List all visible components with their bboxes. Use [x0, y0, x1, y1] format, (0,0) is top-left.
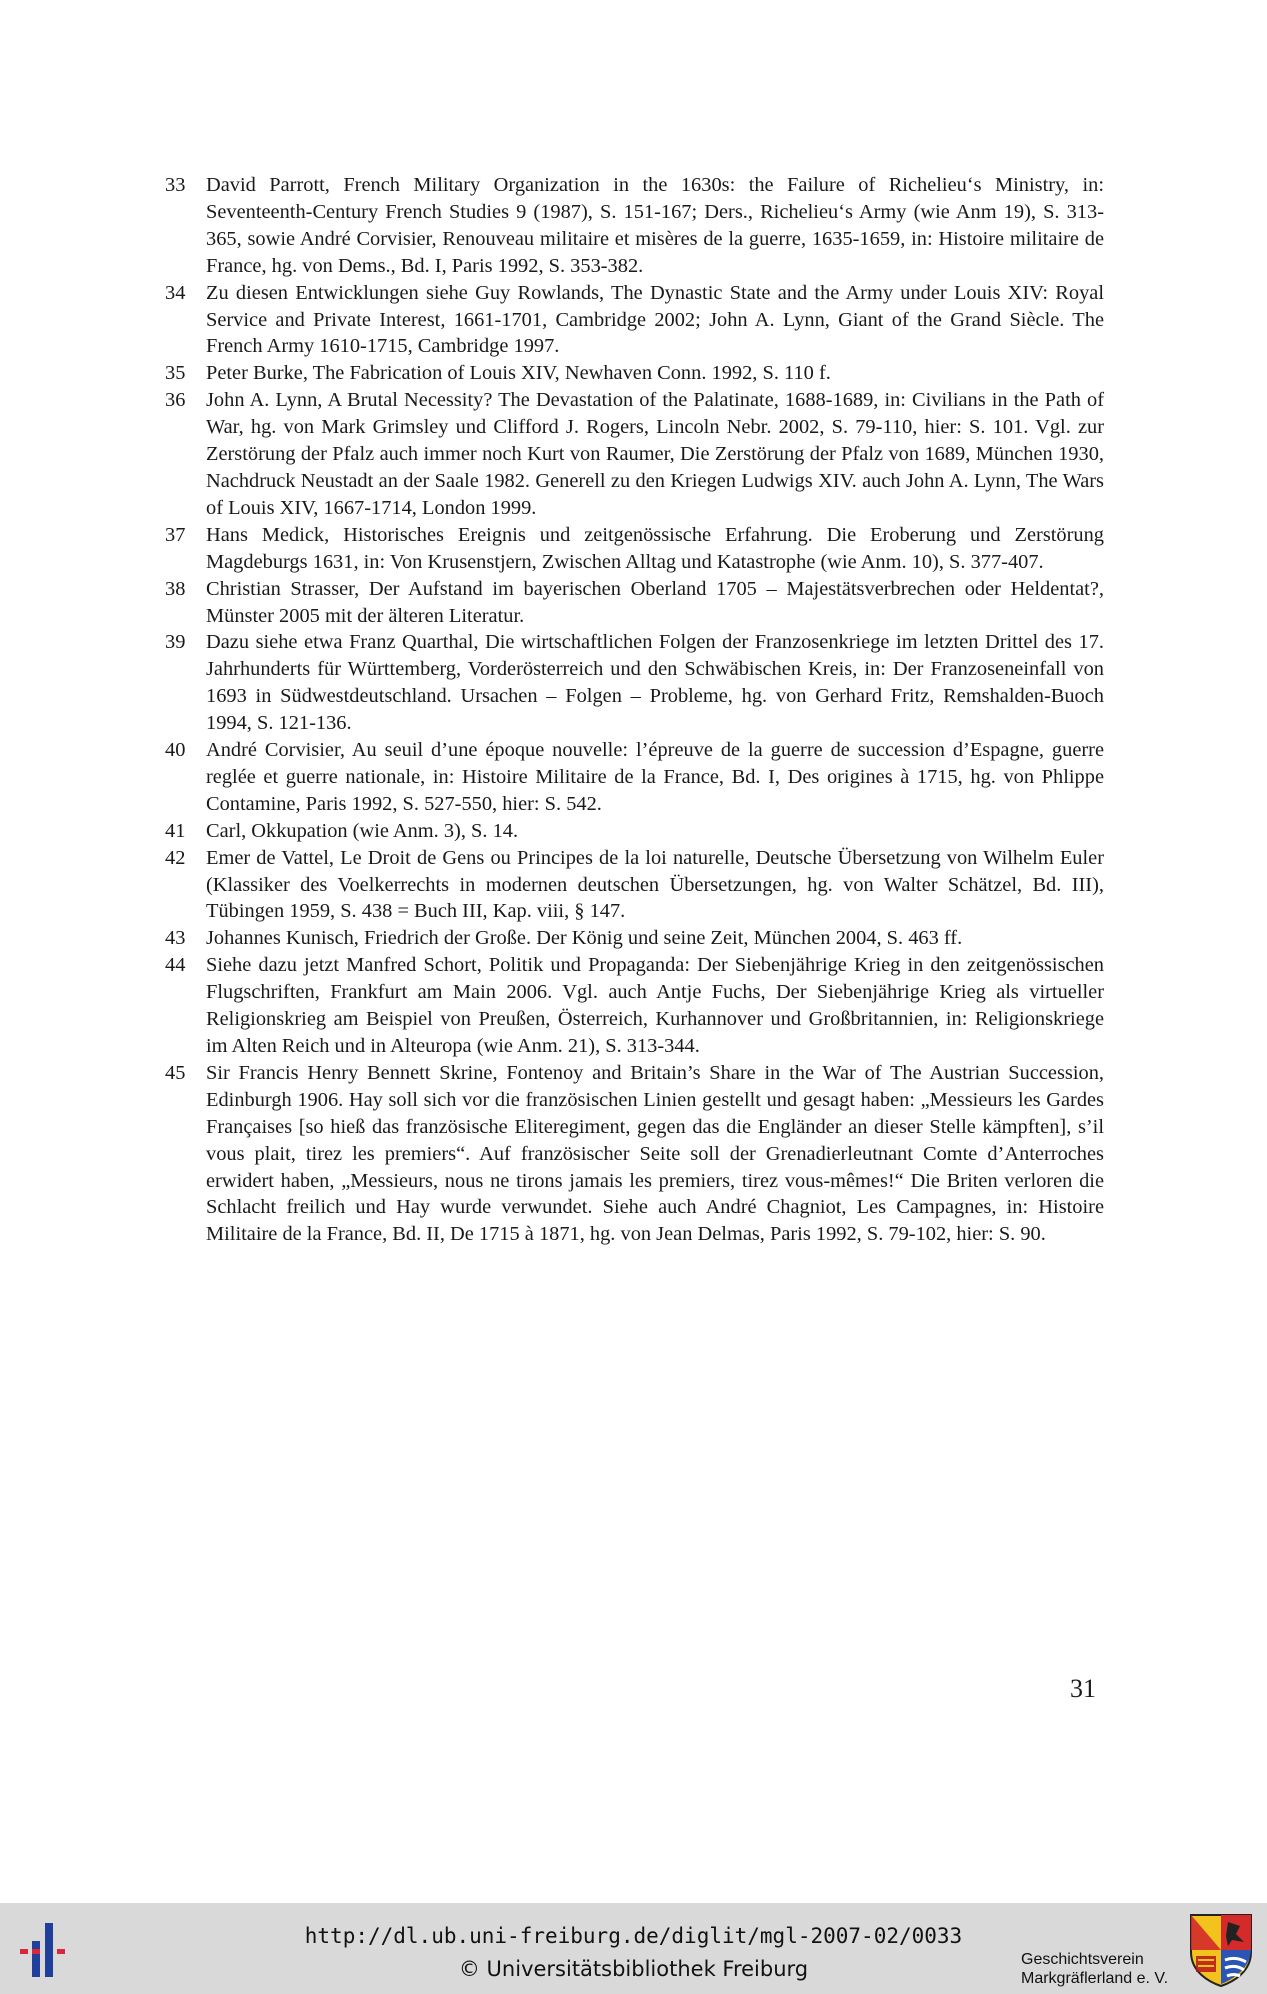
footnote-number: 33 [165, 174, 186, 196]
coat-of-arms-icon [1188, 1912, 1254, 1988]
footnote-42 [160, 845, 1104, 926]
footnote-45 [160, 1060, 1104, 1248]
footnote-44 [160, 952, 1104, 1060]
footnote-text: David Parrott, French Military Organization in the 1630s: the Failure of Richelieu‘s Ministry, in: Seventeenth-Century French Studies 9 (1987), S. 151-167; Ders., Richelieu‘s Army (wie Anm 19), S. 313-365, sowie André Corvisier, Renouveau militaire et misères de la guerre, 1635-1659, in: Histoire militaire de France, hg. von Dems., Bd. I, Paris 1992, S. 353-382. [206, 174, 1104, 277]
footnote-43 [160, 925, 1104, 952]
footnote-text: Christian Strasser, Der Aufstand im bayerischen Oberland 1705 – Majestätsverbrechen oder Heldentat?, Münster 2005 mit der älteren Literatur. [206, 577, 1104, 627]
society-line2: Markgräflerland e. V. [1021, 1970, 1169, 1987]
footnote-text: Hans Medick, Historisches Ereignis und zeitgenössische Erfahrung. Die Eroberung und Zerstörung Magdeburgs 1631, in: Von Krusenstjern, Zwischen Alltag und Katastrophe (wie Anm. 10), S. 377-407. [206, 523, 1104, 573]
footnote-number: 37 [165, 523, 186, 546]
footnote-number: 42 [165, 846, 186, 869]
footnote-text: Peter Burke, The Fabrication of Louis XIV, Newhaven Conn. 1992, S. 110 f. [206, 362, 831, 385]
footer-url-link[interactable]: http://dl.ub.uni-freiburg.de/diglit/mgl-2007-02/0033 [304, 1924, 963, 1948]
footnote-text: John A. Lynn, A Brutal Necessity? The Devastation of the Palatinate, 1688-1689, in: Civilians in the Path of War, hg. von Mark Grimsley und Clifford J. Rogers, Lincoln Nebr. 2002, S. 79-110, hier: S. 101. Vgl. zur Zerstörung der Pfalz auch immer noch Kurt von Raumer, Die Zerstörung der Pfalz von 1689, München 1930, Nachdruck Neustadt an der Saale 1982. Generell zu den Kriegen Ludwigs XIV. auch John A. Lynn, The Wars of Louis XIV, 1667-1714, London 1999. [206, 389, 1104, 519]
footnote-number: 40 [165, 739, 186, 762]
footnote-33 [160, 172, 1104, 280]
society-name [1021, 1950, 1168, 1988]
footnote-36 [160, 387, 1104, 522]
footnote-number: 43 [165, 927, 186, 950]
footnote-text: Johannes Kunisch, Friedrich der Große. Der König und seine Zeit, München 2004, S. 463 ff. [206, 927, 963, 950]
footnote-34 [160, 280, 1104, 361]
footer-copyright: © Universitätsbibliothek Freiburg [458, 1957, 809, 1981]
footnote-39 [160, 629, 1104, 737]
footnote-number: 45 [165, 1061, 186, 1084]
footnote-number: 44 [165, 954, 186, 977]
footnote-number: 41 [165, 819, 186, 842]
footnote-text: Siehe dazu jetzt Manfred Schort, Politik und Propaganda: Der Siebenjährige Krieg in den zeitgenössischen Flugschriften, Frankfurt am Main 2006. Vgl. auch Antje Fuchs, Der Siebenjährige Krieg als virtueller Religionskrieg am Beispiel von Preußen, Österreich, Kurhannover und Großbritannien, in: Religionskriege im Alten Reich und in Alteuropa (wie Anm. 21), S. 313-344. [206, 954, 1104, 1057]
footnote-40 [160, 737, 1104, 818]
footnote-text: Dazu siehe etwa Franz Quarthal, Die wirtschaftlichen Folgen der Franzosenkriege im letzten Drittel des 17. Jahrhunderts für Württemberg, Vorderösterreich und den Schwäbischen Kreis, in: Der Franzoseneinfall von 1693 in Südwestdeutschland. Ursachen – Folgen – Probleme, hg. von Gerhard Fritz, Remshalden-Buoch 1994, S. 121-136. [206, 631, 1104, 735]
footnote-number: 34 [165, 281, 186, 304]
footnote-text: Emer de Vattel, Le Droit de Gens ou Principes de la loi naturelle, Deutsche Übersetzung von Wilhelm Euler (Klassiker des Voelkerrechts in modernen deutschen Übersetzungen, hg. von Walter Schätzel, Bd. III), Tübingen 1959, S. 438 = Buch III, Kap. viii, § 147. [206, 846, 1104, 923]
footnote-number: 35 [165, 362, 186, 385]
footnote-text: André Corvisier, Au seuil d’une époque nouvelle: l’épreuve de la guerre de succession d’Espagne, guerre reglée et guerre nationale, in: Histoire Militaire de la France, Bd. I, Des origines à 1715, hg. von Phlippe Contamine, Paris 1992, S. 527-550, hier: S. 542. [206, 739, 1104, 815]
society-line1: Geschichtsverein [1021, 1951, 1144, 1968]
footnote-text: Sir Francis Henry Bennett Skrine, Fontenoy and Britain’s Share in the War of The Austrian Succession, Edinburgh 1906. Hay soll sich vor die französischen Linien gestellt und gesagt haben: „Messieurs les Gardes Françaises [so hieß das französische Eliteregiment, gegen das die Engländer an dieser Stelle kämpften], s’il vous plait, tirez les premiers“. Auf französischer Seite soll der Grenadierleutnant Comte d’Anterroches erwidert haben, „Messieurs, nous ne tirons jamais les premiers, tirez vous-mêmes!“ Die Briten verloren die Schlacht freilich und Hay wurde verwundet. Siehe auch André Chagniot, Les Campagnes, in: Histoire Militaire de la France, Bd. II, De 1715 à 1871, hg. von Jean Delmas, Paris 1992, S. 79-102, hier: S. 90. [206, 1061, 1104, 1246]
footnote-37 [160, 522, 1104, 576]
footnote-number: 38 [165, 577, 186, 600]
footnote-text: Zu diesen Entwicklungen siehe Guy Rowlands, The Dynastic State and the Army under Louis XIV: Royal Service and Private Interest, 1661-1701, Cambridge 2002; John A. Lynn, Giant of the Grand Siècle. The French Army 1610-1715, Cambridge 1997. [206, 281, 1104, 358]
footnote-number: 39 [165, 631, 186, 654]
footnote-41 [160, 818, 1104, 845]
footnote-35 [160, 360, 1104, 387]
footnote-38 [160, 576, 1104, 630]
footnotes-list [160, 172, 1104, 1248]
footnote-text: Carl, Okkupation (wie Anm. 3), S. 14. [206, 819, 519, 842]
footnote-number: 36 [165, 389, 186, 412]
page-number: 31 [1070, 1674, 1096, 1703]
footer-bar [0, 1903, 1267, 1994]
